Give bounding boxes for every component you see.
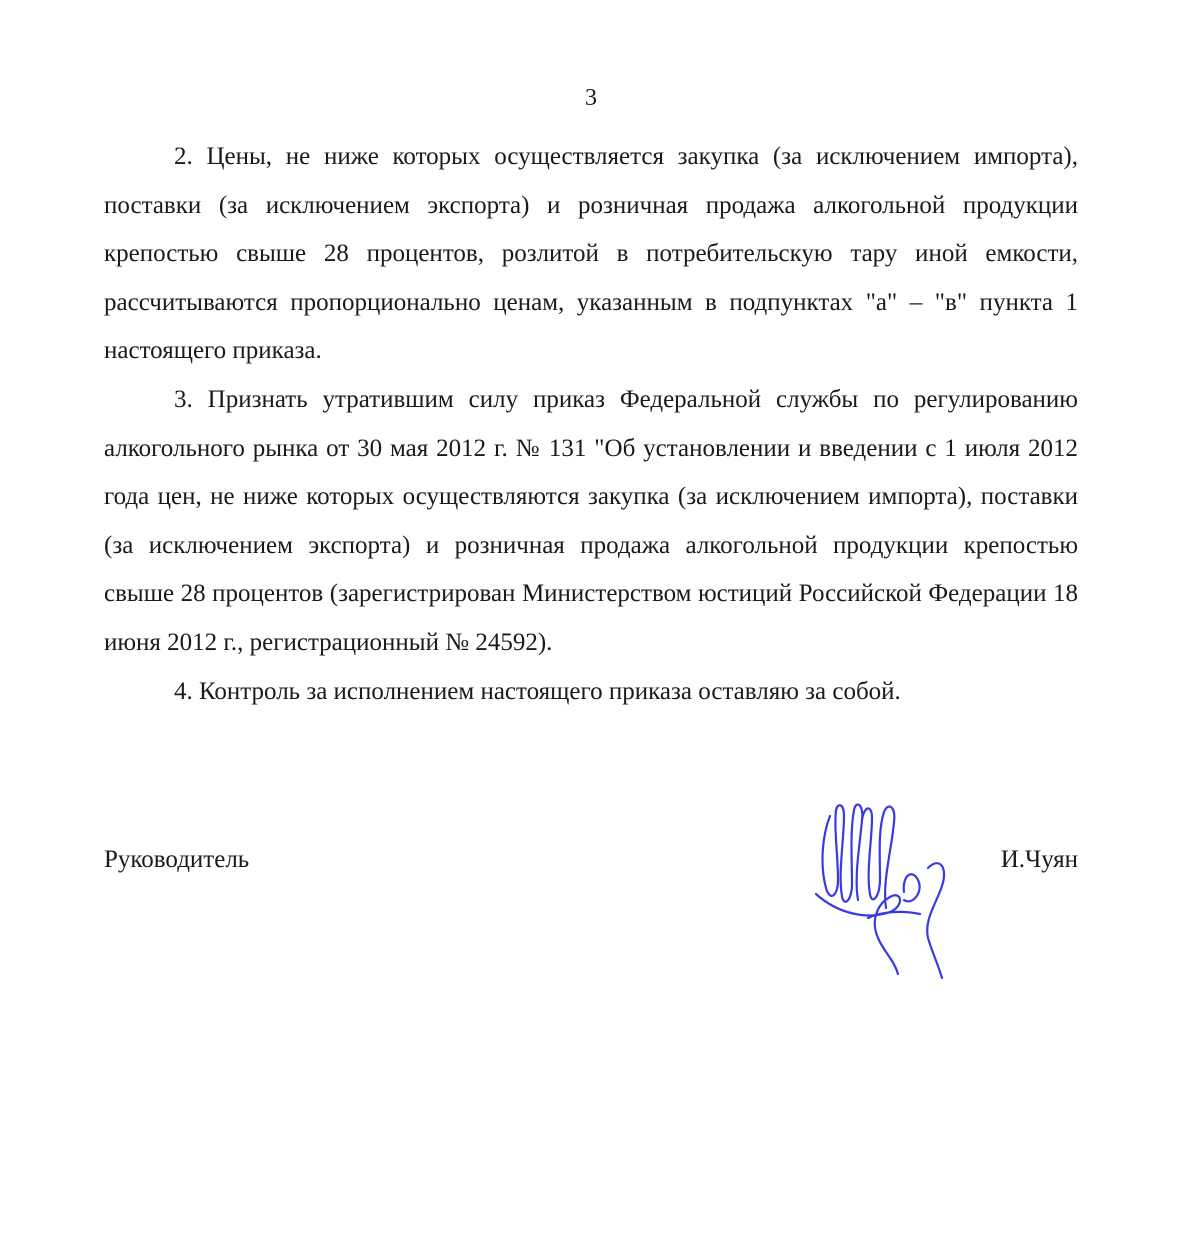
paragraph-4: 4. Контроль за исполнением настоящего приказа оставляю за собой. [174,677,901,705]
paragraph-2: 2. Цены, не ниже которых осуществляется закупка (за исключением импорта), поставки (за исключением экспорта) и розничная продажа алкогольной продукции крепостью свыше 28 процентов, розлитой в потребительскую тару иной емкости, рассчитываются пропорционально ценам, указанным в подпунктах "а" – "в" пункта 1 настоящего приказа. [104,143,1078,365]
signatory-name: И.Чуян [1000,846,1078,873]
handwritten-signature [808,796,958,981]
page-number: 3 [585,85,597,111]
document-body [104,133,1078,716]
paragraph-3: 3. Признать утратившим силу приказ Федеральной службы по регулированию алкогольного рынка от 30 мая 2012 г. № 131 "Об установлении и введении с 1 июля 2012 года цен, не ниже которых осуществляются закупка (за исключением импорта), поставки (за исключением экспорта) и розничная продажа алкогольной продукции крепостью свыше 28 процентов (зарегистрирован Министерством юстиций Российской Федерации 18 июня 2012 г., регистрационный № 24592). [104,385,1078,656]
signatory-position: Руководитель [104,846,250,873]
